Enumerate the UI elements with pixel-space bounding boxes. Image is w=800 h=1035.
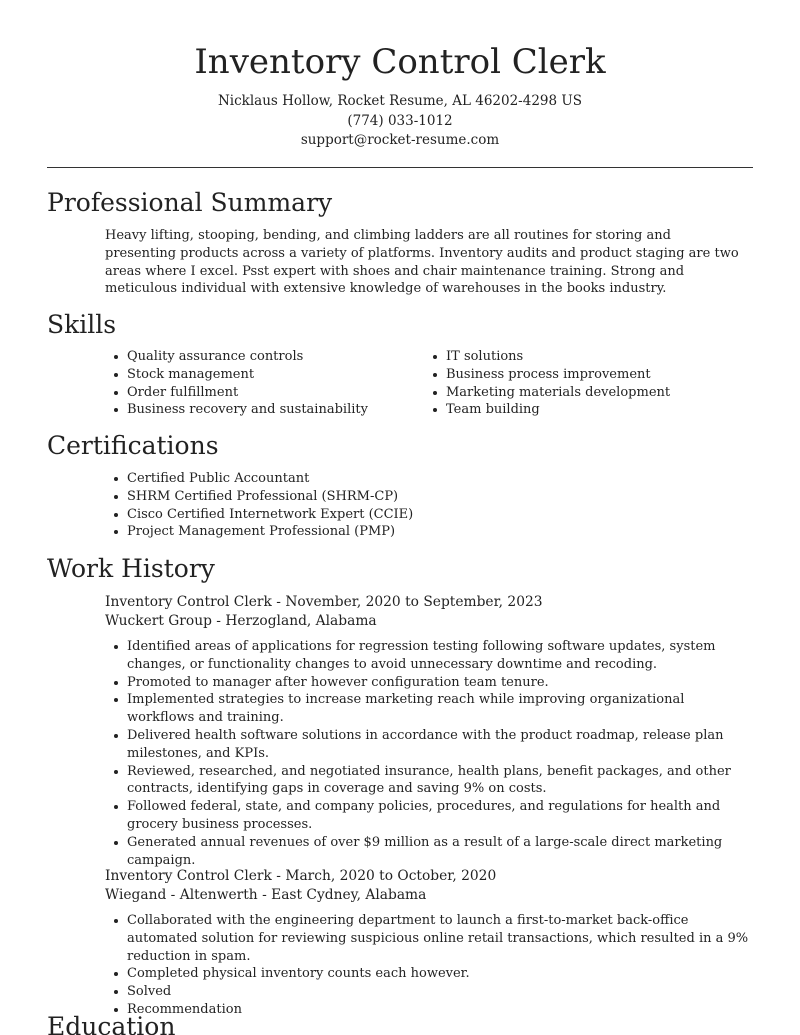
job-company-line: Wiegand - Altenwerth - East Cydney, Alabama [105, 886, 427, 903]
list-item: Completed physical inventory counts each however. [105, 965, 755, 983]
list-item: Implemented strategies to increase marketing reach while improving organizational workflows and training. [105, 691, 755, 727]
list-item: SHRM Certified Professional (SHRM-CP) [105, 488, 745, 506]
section-title-certifications: Certifications [47, 431, 219, 460]
section-title-education: Education [47, 1012, 176, 1035]
list-item: Recommendation [105, 1001, 755, 1019]
skills-list-left [105, 348, 415, 419]
section-title-summary: Professional Summary [47, 188, 333, 217]
list-item: Business process improvement [424, 366, 744, 384]
header-divider [47, 167, 753, 168]
contact-block [0, 92, 800, 151]
contact-address: Nicklaus Hollow, Rocket Resume, AL 46202-4298 US [217, 93, 583, 109]
contact-phone: (774) 033-1012 [347, 112, 453, 129]
section-title-work-history: Work History [47, 554, 215, 583]
list-item: Followed federal, state, and company policies, procedures, and regulations for health and grocery business processes. [105, 798, 755, 834]
list-item: Stock management [105, 366, 415, 384]
list-item: Project Management Professional (PMP) [105, 523, 745, 541]
list-item: Cisco Certified Internetwork Expert (CCIE) [105, 506, 745, 524]
section-title-skills: Skills [47, 310, 117, 339]
list-item: Delivered health software solutions in accordance with the product roadmap, release plan milestones, and KPIs. [105, 727, 755, 763]
list-item: IT solutions [424, 348, 744, 366]
list-item: Identified areas of applications for regression testing following software updates, system changes, or functionality changes to avoid unnecessary downtime and recoding. [105, 638, 755, 674]
contact-email: support@rocket-resume.com [300, 132, 500, 148]
job-bullets-1 [105, 638, 755, 869]
list-item: Marketing materials development [424, 384, 744, 402]
certifications-list [105, 470, 745, 541]
skills-list-right [424, 348, 744, 419]
list-item: Team building [424, 401, 744, 419]
list-item: Order fulfillment [105, 384, 415, 402]
list-item: Business recovery and sustainability [105, 401, 415, 419]
list-item: Promoted to manager after however configuration team tenure. [105, 674, 755, 692]
candidate-name: Inventory Control Clerk [194, 42, 606, 82]
job-role-line: Inventory Control Clerk - March, 2020 to October, 2020 [105, 868, 497, 884]
list-item: Solved [105, 983, 755, 1001]
list-item: Certified Public Accountant [105, 470, 745, 488]
list-item: Quality assurance controls [105, 348, 415, 366]
list-item: Reviewed, researched, and negotiated insurance, health plans, benefit packages, and other contracts, identifying gaps in coverage and saving 9% on costs. [105, 763, 755, 799]
job-role-line: Inventory Control Clerk - November, 2020 to September, 2023 [105, 594, 543, 610]
job-header-2 [105, 867, 755, 904]
summary-text: Heavy lifting, stooping, bending, and climbing ladders are all routines for storing and presenting products across a variety of platforms. Inventory audits and product staging are two areas where I excel. Psst expert with shoes and chair maintenance training. Strong and meticulous individual with extensive knowledge of warehouses in the books industry. [105, 228, 739, 297]
list-item: Generated annual revenues of over $9 million as a result of a large-scale direct marketing campaign. [105, 834, 755, 870]
job-company-line: Wuckert Group - Herzogland, Alabama [105, 612, 377, 629]
job-bullets-2 [105, 912, 755, 1019]
job-header-1 [105, 593, 755, 630]
list-item: Collaborated with the engineering department to launch a first-to-market back-office automated solution for reviewing suspicious online retail transactions, which resulted in a 9% reduction in spam. [105, 912, 755, 965]
resume-header [0, 0, 800, 151]
